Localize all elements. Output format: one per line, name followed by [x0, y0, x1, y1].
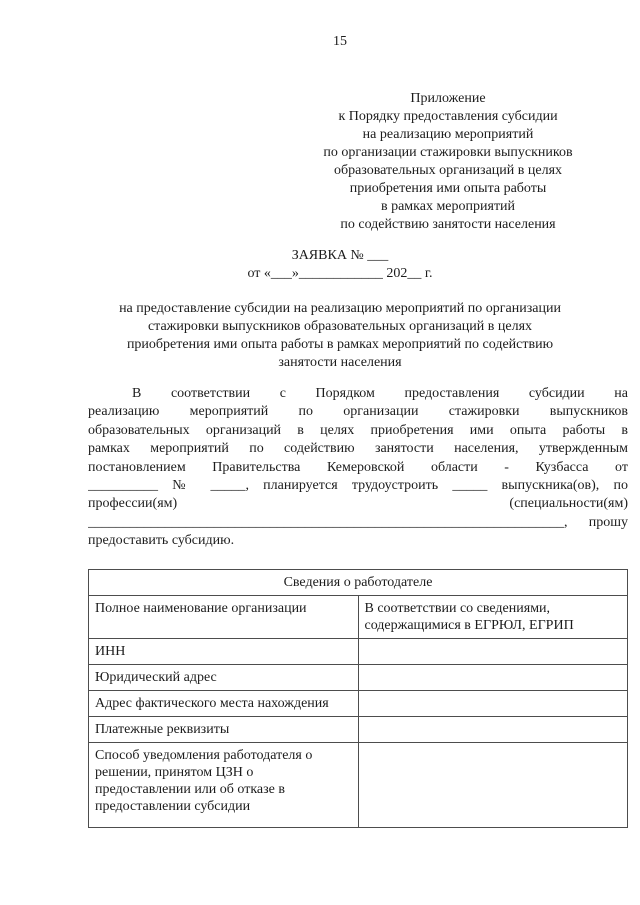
row-label-legal-address: Юридический адрес	[89, 664, 359, 690]
table-row	[89, 638, 628, 664]
appendix-line: по организации стажировки выпускников	[323, 145, 573, 160]
page-number: 15	[333, 34, 347, 49]
table-row	[89, 742, 628, 827]
row-value-inn	[358, 638, 628, 664]
paragraph-line: постановлением Правительства Кемеровской области - Кузбасса от	[88, 459, 628, 475]
application-subtitle	[88, 300, 592, 372]
paragraph-line-profession: профессии(ям) (специальности(ям)	[88, 496, 628, 512]
subtitle-line: стажировки выпускников образовательных организаций в целях	[147, 319, 533, 334]
table-row	[89, 595, 628, 638]
application-title	[88, 247, 592, 283]
row-value-actual-address	[358, 690, 628, 716]
appendix-line: Приложение	[410, 91, 486, 106]
table-row	[89, 716, 628, 742]
row-value-legal-address	[358, 664, 628, 690]
paragraph-line: реализацию мероприятий по организации стажировки выпускников	[88, 404, 628, 420]
row-value-payment-details	[358, 716, 628, 742]
table-row	[89, 690, 628, 716]
paragraph-line: рамках мероприятий по содействию занятости населения, утвержденным	[88, 441, 628, 457]
application-title-date: от «___»____________ 202__ г.	[247, 266, 433, 281]
paragraph-line: В соответствии с Порядком предоставления субсидии на	[132, 386, 628, 401]
paragraph-line: предоставить субсидию.	[88, 533, 235, 549]
appendix-line: приобретения ими опыта работы	[349, 181, 547, 196]
row-value-notification-method	[358, 742, 628, 827]
row-label-notification-method: Способ уведомления работодателя о решении, принятом ЦЗН о предоставлении или об отказе в предоставлении субсидии	[89, 742, 359, 827]
subtitle-line: занятости населения	[278, 355, 402, 370]
application-title-number: ЗАЯВКА № ___	[291, 248, 389, 263]
appendix-line: образовательных организаций в целях	[333, 163, 563, 178]
table-header-row	[89, 569, 628, 595]
paragraph-line: образовательных организаций в целях приобретения ими опыта работы в	[88, 422, 628, 438]
subtitle-line: на предоставление субсидии на реализацию мероприятий по организации	[119, 301, 561, 316]
paragraph-line-blanks: __________ № _____, планируется трудоустроить _____ выпускника(ов), по	[88, 478, 628, 494]
appendix-line: в рамках мероприятий	[380, 199, 516, 214]
appendix-line: к Порядку предоставления субсидии	[338, 109, 558, 124]
paragraph-line-fill-blank: ____________________________________________________________________, прошу	[88, 514, 628, 530]
row-label-org-name: Полное наименование организации	[89, 595, 359, 638]
row-label-actual-address: Адрес фактического места нахождения	[89, 690, 359, 716]
table-row	[89, 664, 628, 690]
appendix-line: на реализацию мероприятий	[362, 127, 534, 142]
subtitle-line: приобретения ими опыта работы в рамках мероприятий по содействию	[126, 337, 554, 352]
body-paragraph	[88, 385, 628, 551]
table-title: Сведения о работодателе	[89, 569, 628, 595]
row-value-org-name: В соответствии со сведениями, содержащимися в ЕГРЮЛ, ЕГРИП	[358, 595, 628, 638]
row-label-inn: ИНН	[89, 638, 359, 664]
row-label-payment-details: Платежные реквизиты	[89, 716, 359, 742]
employer-info-table	[88, 569, 628, 828]
appendix-line: по содействию занятости населения	[340, 217, 556, 232]
appendix-block	[295, 90, 601, 234]
